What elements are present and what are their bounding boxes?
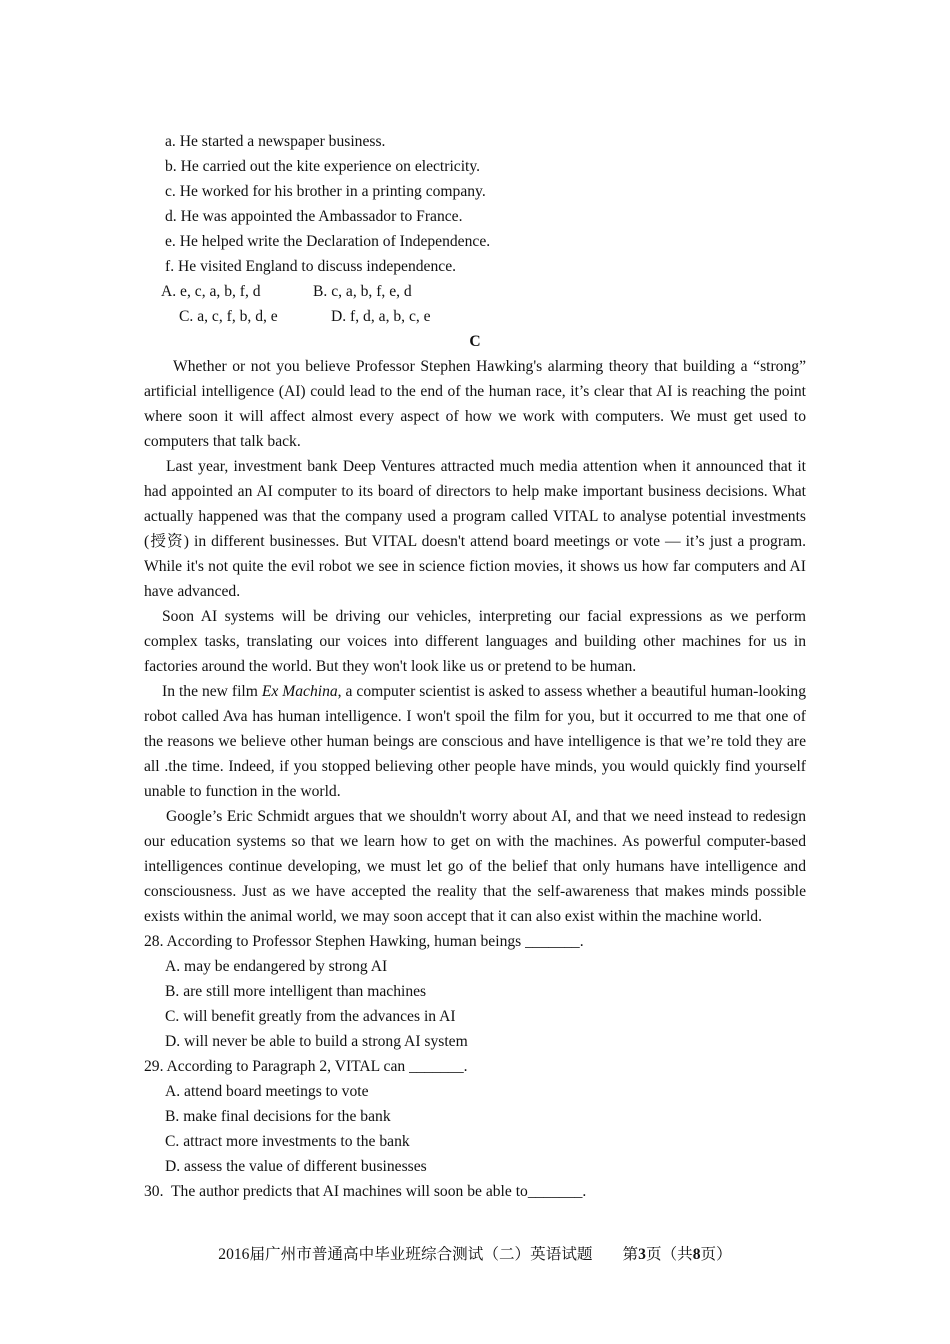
paragraph-4-lead: In the new film (162, 683, 262, 700)
ordering-item-d: d. He was appointed the Ambassador to France. (165, 208, 463, 225)
passage-paragraph-5: Google’s Eric Schmidt argues that we shouldn't worry about AI, and that we need instead to redesign our education systems so that we learn how to get on with the machines. As powerful computer-based intelligences continue developing, we must let go of the belief that only humans have intelligence and consciousness. Just as we have accepted the reality that the self-awareness that makes minds possible exists within the animal world, we may soon accept that it can also exist within the machine world. (144, 808, 806, 925)
ordering-choices-row-1 (144, 279, 806, 304)
question-30-stem: 30. The author predicts that AI machines will soon be able to_______. (144, 1183, 587, 1200)
choice-d: D. f, d, a, b, c, e (331, 308, 431, 325)
ordering-item-e: e. He helped write the Declaration of Independence. (165, 233, 491, 250)
paragraph-4-rest: , a computer scientist is asked to assess whether a beautiful human-looking robot called Ava has human intelligence. I won't spoil the film for you, but it occurred to me that one of the reasons we believe other human beings are conscious and have intelligence is that we’re told they are all .the time. Indeed, if you stopped believing other people have minds, you would quickly find yourself unable to function in the world. (144, 683, 806, 800)
footer-exam-title: 2016届广州市普通高中毕业班综合测试（二）英语试题 (218, 1246, 593, 1263)
footer-page-middle: 页（共 (645, 1246, 693, 1263)
ordering-choices-row-2 (144, 304, 806, 329)
passage-paragraph-2: Last year, investment bank Deep Ventures attracted much media attention when it announced that it had appointed an AI computer to its board of directors to help make important business decisions. What actually happened was that the company used a program called VITAL to analyse potential investments (授资) in different businesses. But VITAL doesn't attend board meetings or vote — it’s just a program. While it's not quite the evil robot we see in science fiction movies, it shows us how far computers and AI have advanced. (144, 458, 806, 600)
question-29-stem: 29. According to Paragraph 2, VITAL can _______. (144, 1058, 468, 1075)
page-footer (0, 1242, 950, 1267)
question-29-option-d: D. assess the value of different businesses (165, 1158, 427, 1175)
ordering-item-f: f. He visited England to discuss independence. (165, 258, 457, 275)
section-title: C (469, 333, 481, 350)
question-28-stem: 28. According to Professor Stephen Hawking, human beings _______. (144, 933, 584, 950)
ordering-item-a: a. He started a newspaper business. (165, 133, 386, 150)
film-title: Ex Machina (261, 683, 338, 700)
footer-total-pages: 8 (692, 1246, 701, 1263)
passage-paragraph-3: Soon AI systems will be driving our vehicles, interpreting our facial expressions as we perform complex tasks, translating our voices into different languages and building other machines for us in factories around the world. But they won't look like us or pretend to be human. (144, 608, 806, 675)
question-29-option-a: A. attend board meetings to vote (165, 1083, 369, 1100)
question-29-option-c: C. attract more investments to the bank (165, 1133, 410, 1150)
footer-page-prefix: 第 (622, 1246, 639, 1263)
choice-a: A. e, c, a, b, f, d (161, 283, 261, 300)
page-content (144, 129, 806, 1204)
ordering-item-b: b. He carried out the kite experience on electricity. (165, 158, 481, 175)
question-28-option-b: B. are still more intelligent than machines (165, 983, 427, 1000)
question-28-option-c: C. will benefit greatly from the advances in AI (165, 1008, 456, 1025)
choice-c: C. a, c, f, b, d, e (179, 308, 278, 325)
ordering-item-c: c. He worked for his brother in a printing company. (165, 183, 486, 200)
question-28-option-a: A. may be endangered by strong AI (165, 958, 388, 975)
passage-paragraph-1: Whether or not you believe Professor Stephen Hawking's alarming theory that building a “strong” artificial intelligence (AI) could lead to the end of the human race, it’s clear that AI is reaching the point where soon it will affect almost every aspect of how we work with computers. We must get used to computers that talk back. (144, 358, 806, 450)
question-29-option-b: B. make final decisions for the bank (165, 1108, 391, 1125)
footer-page-suffix: 页） (700, 1246, 732, 1263)
passage-paragraph-4 (144, 679, 806, 804)
question-28-option-d: D. will never be able to build a strong AI system (165, 1033, 468, 1050)
footer-page-number: 3 (638, 1246, 646, 1263)
choice-b: B. c, a, b, f, e, d (313, 283, 412, 300)
